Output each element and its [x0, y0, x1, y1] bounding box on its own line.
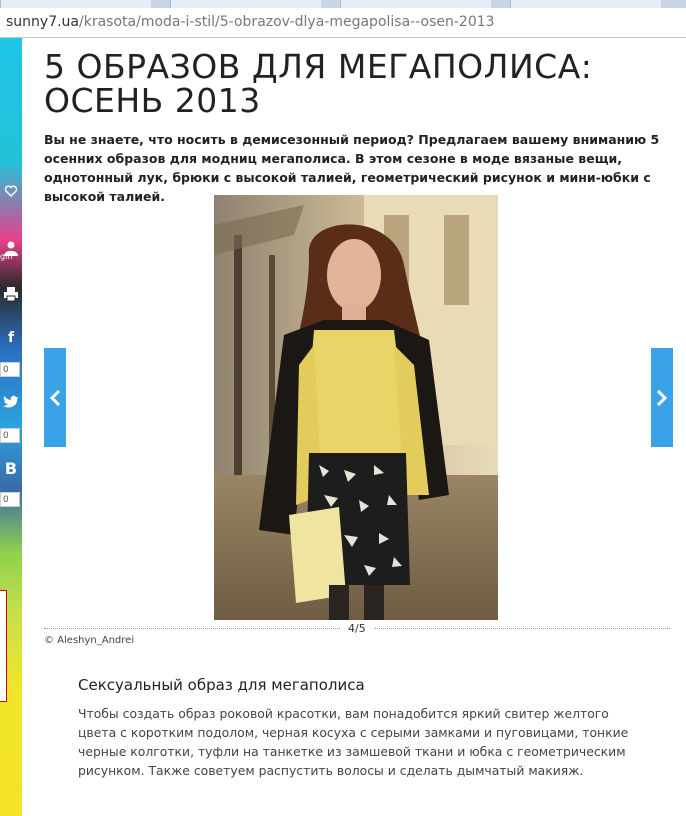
arrow-left-icon	[50, 390, 60, 406]
social-sidebar	[0, 38, 22, 816]
gallery-next-button[interactable]	[651, 348, 673, 447]
login-label[interactable]: gin	[0, 252, 13, 261]
article-title: 5 ОБРАЗОВ ДЛЯ МЕГАПОЛИСА: ОСЕНЬ 2013	[44, 47, 593, 120]
heart-icon[interactable]	[0, 178, 22, 204]
print-icon[interactable]	[0, 274, 22, 314]
vk-count: 0	[0, 492, 20, 507]
browser-tab[interactable]	[0, 0, 151, 8]
facebook-icon[interactable]: f	[7, 330, 15, 346]
twitter-icon[interactable]	[0, 382, 22, 422]
arrow-right-icon	[657, 390, 667, 406]
browser-tab[interactable]	[340, 0, 491, 8]
gallery-photo[interactable]	[214, 195, 498, 620]
section-heading: Сексуальный образ для мегаполиса	[78, 676, 365, 694]
sidebar-widget-frame	[0, 590, 7, 702]
url-path: /krasota/moda-i-stil/5-obrazov-dlya-megapolisa--osen-2013	[79, 14, 495, 30]
gallery-prev-button[interactable]	[44, 348, 66, 447]
browser-tabstrip	[0, 0, 686, 8]
twitter-count: 0	[0, 428, 20, 443]
vk-icon[interactable]: В	[4, 458, 18, 478]
address-bar[interactable]	[0, 8, 686, 38]
facebook-count: 0	[0, 362, 20, 377]
article-lead: Вы не знаете, что носить в демисезонный период? Предлагаем вашему вниманию 5 осенних образов для модниц мегаполиса. В этом сезоне в моде вязаные вещи, однотонный лук, брюки с высокой талией, геометрический рисунок и мини-юбки с высокой талией.	[44, 132, 660, 204]
user-icon[interactable]	[0, 228, 22, 268]
url-domain: sunny7.ua	[6, 14, 80, 30]
browser-tab[interactable]	[510, 0, 661, 8]
fashion-photo-image	[214, 195, 498, 620]
browser-tab[interactable]	[170, 0, 321, 8]
photo-credit: © Aleshyn_Andrei	[44, 635, 135, 646]
section-body: Чтобы создать образ роковой красотки, вам понадобится яркий свитер желтого цвета с коротким подолом, черная косуха с серыми замками и пуговицами, тонкие черные колготки, туфли на танкетке из замшевой ткани и юбка с геометрическим рисунком. Также советуем распустить волосы и сделать дымчатый макияж.	[78, 706, 629, 778]
url-text[interactable]	[6, 14, 495, 30]
gallery-counter: 4/5	[340, 622, 374, 635]
